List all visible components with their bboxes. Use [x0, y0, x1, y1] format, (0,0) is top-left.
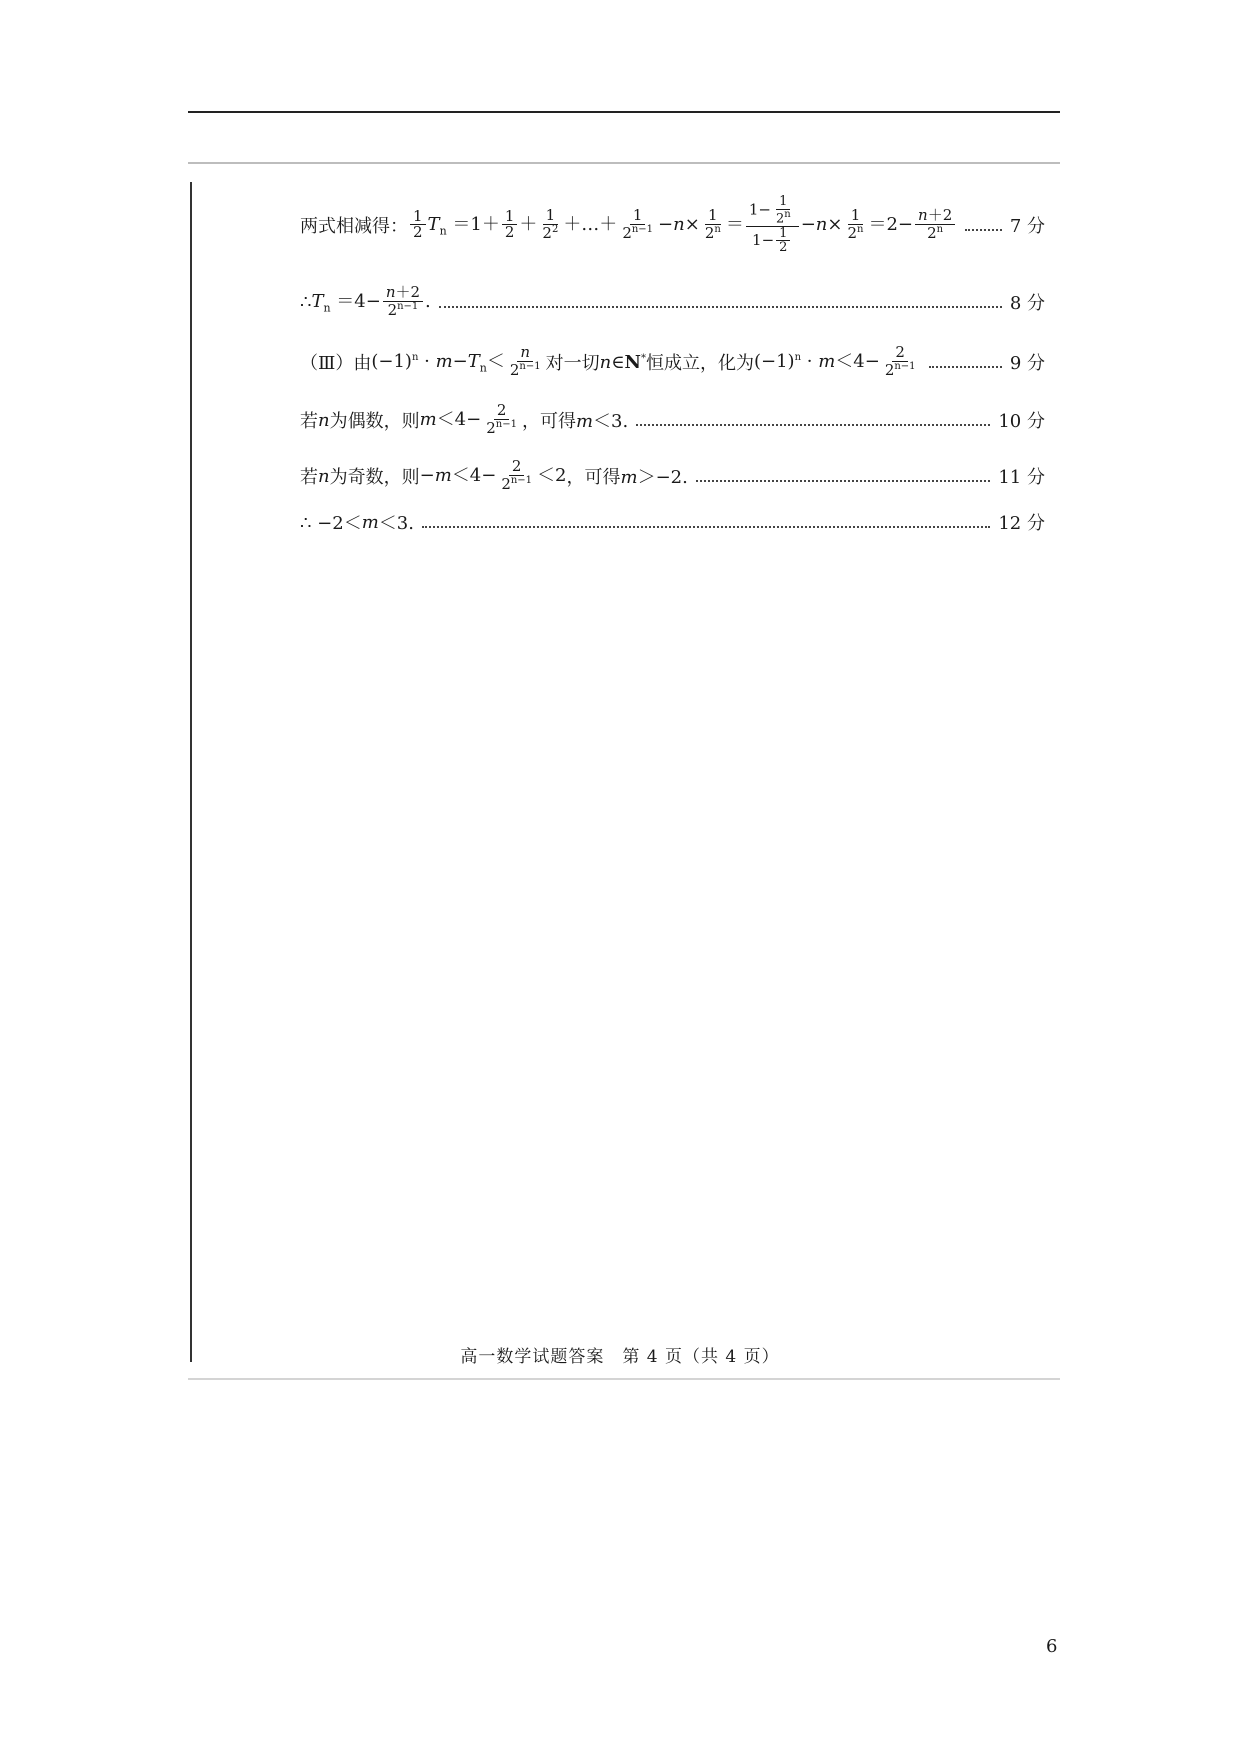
- line-prefix: 若: [300, 467, 318, 488]
- footer-rule: [188, 1378, 1060, 1380]
- dot-leader: [439, 306, 1002, 308]
- line-text: ＜3.: [378, 513, 414, 534]
- solution-line-12: [300, 505, 1045, 539]
- line-prefix: ∴ −2＜: [300, 513, 362, 534]
- line-prefix: ∴: [300, 291, 312, 313]
- score-label: 11 分: [998, 467, 1045, 488]
- formula-10b: m＜3.: [575, 411, 629, 432]
- dot-leader: [929, 366, 1002, 368]
- solution-line-9: [300, 342, 1045, 382]
- line-text: ，可得: [566, 467, 621, 488]
- solution-line-8: [300, 282, 1045, 322]
- line-prefix: （Ⅲ）由: [300, 353, 372, 374]
- line-prefix: 两式相减得：: [300, 216, 408, 237]
- page-footer: 高一数学试题答案 第 4 页（共 4 页）: [460, 1347, 780, 1367]
- line-text: 为偶数，则: [329, 411, 420, 432]
- variable-m: m: [361, 511, 379, 533]
- solution-line-7: [300, 185, 1045, 265]
- line-text: 为奇数，则: [329, 467, 420, 488]
- score-label: 9 分: [1009, 353, 1045, 374]
- header-rule-top: [188, 111, 1060, 113]
- formula-8: $T_n =4-$ $\frac{n+2}{2^{n-1}}$ .: [311, 283, 431, 319]
- page-number: 6: [1046, 1636, 1058, 1657]
- score-label: 7 分: [1009, 216, 1045, 237]
- margin-line: [190, 182, 192, 1362]
- formula-11b: m＞−2.: [620, 467, 688, 488]
- variable-n: n: [318, 465, 330, 487]
- score-label: 10 分: [998, 411, 1045, 432]
- formula-9c: $(-1)^n \cdot m<4-$ $\frac{2}{2^{n-1}}$: [753, 343, 916, 379]
- formula-10a: m＜4− $\frac{2}{2^{n-1}}$: [419, 401, 517, 437]
- dot-leader: [422, 526, 990, 528]
- formula-11a: −m＜4− $\frac{2}{2^{n-1}}$ ＜2: [419, 457, 567, 493]
- formula-7: $\frac{1}{2}$ $T_n =1+$ $\frac{1}{2}$ ＋ $\frac{1}{2^2}$ ＋…＋ $\frac{1}{2^{n-1}}$ −n× $\frac{1}{2^n}$ ＝ 1− $\frac{1}{2^n}$ 1− $\frac{1}{2}$ −n× $\frac{1}{2^n}$ ＝2− $\frac{n+2}{2^n}$: [408, 195, 957, 255]
- dot-leader: [696, 480, 991, 482]
- solution-line-11: [300, 456, 1045, 496]
- line-text: ，可得: [521, 411, 576, 432]
- line-text: 恒成立，化为: [645, 353, 754, 374]
- header-rule-bottom: [188, 162, 1060, 164]
- dot-leader: [965, 229, 1002, 231]
- score-label: 12 分: [998, 513, 1045, 534]
- score-label: 8 分: [1009, 293, 1045, 314]
- line-prefix: 若: [300, 411, 318, 432]
- variable-n: n: [318, 409, 330, 431]
- formula-9a: $(-1)^n \cdot m-T_n<$ $\frac{n}{2^{n-1}}$: [371, 343, 541, 379]
- solution-line-10: [300, 400, 1045, 440]
- dot-leader: [636, 424, 990, 426]
- formula-9b: n∈N*: [599, 351, 646, 373]
- line-text: 对一切: [545, 353, 600, 374]
